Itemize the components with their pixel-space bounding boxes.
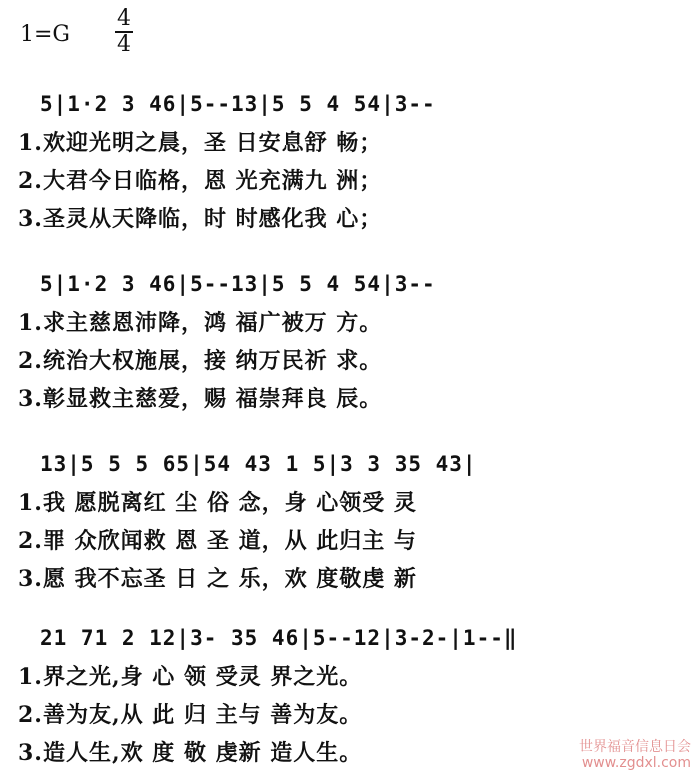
notation-line: 5|1·2 3 46|5--13|5 5 4 54|3-- (40, 92, 436, 116)
lyric-verse-2: 2.罪 众欣闻救 恩 圣 道，从 此归主 与 (18, 528, 417, 554)
lyric-verse-1: 1.界之光,身 心 领 受灵 界之光。 (18, 664, 363, 690)
lyric-verse-2: 2.统治大权施展，接 纳万民祈 求。 (18, 348, 383, 374)
notation-line: 5|1·2 3 46|5--13|5 5 4 54|3-- (40, 272, 436, 296)
lyric-verse-2: 2.大君今日临格，恩 光充满九 洲； (18, 168, 383, 194)
lyric-verse-3: 3.彰显救主慈爱，赐 福崇拜良 辰。 (18, 386, 383, 412)
lyric-verse-1: 1.我 愿脱离红 尘 俗 念，身 心领受 灵 (18, 490, 417, 516)
lyric-verse-3: 3.圣灵从天降临，时 时感化我 心； (18, 206, 383, 232)
watermark (579, 739, 691, 771)
time-signature (113, 8, 135, 56)
watermark-line-2: www.zgdxl.com (581, 755, 691, 771)
lyric-verse-3: 3.造人生,欢 度 敬 虔新 造人生。 (18, 740, 363, 766)
lyric-verse-1: 1.欢迎光明之晨，圣 日安息舒 畅； (18, 130, 383, 156)
lyric-verse-2: 2.善为友,从 此 归 主与 善为友。 (18, 702, 363, 728)
lyric-verse-1: 1.求主慈恩沛降，鸿 福广被万 方。 (18, 310, 383, 336)
time-numerator: 4 (117, 6, 131, 31)
watermark-line-1: 世界福音信息日会 (579, 739, 691, 755)
key-signature: 1=G (20, 22, 71, 47)
notation-line: 13|5 5 5 65|54 43 1 5|3 3 35 43| (40, 452, 477, 476)
time-denominator: 4 (117, 32, 131, 57)
notation-line: 21 71 2 12|3- 35 46|5--12|3-2-|1--‖ (40, 626, 518, 650)
lyric-verse-3: 3.愿 我不忘圣 日 之 乐，欢 度敬虔 新 (18, 566, 417, 592)
